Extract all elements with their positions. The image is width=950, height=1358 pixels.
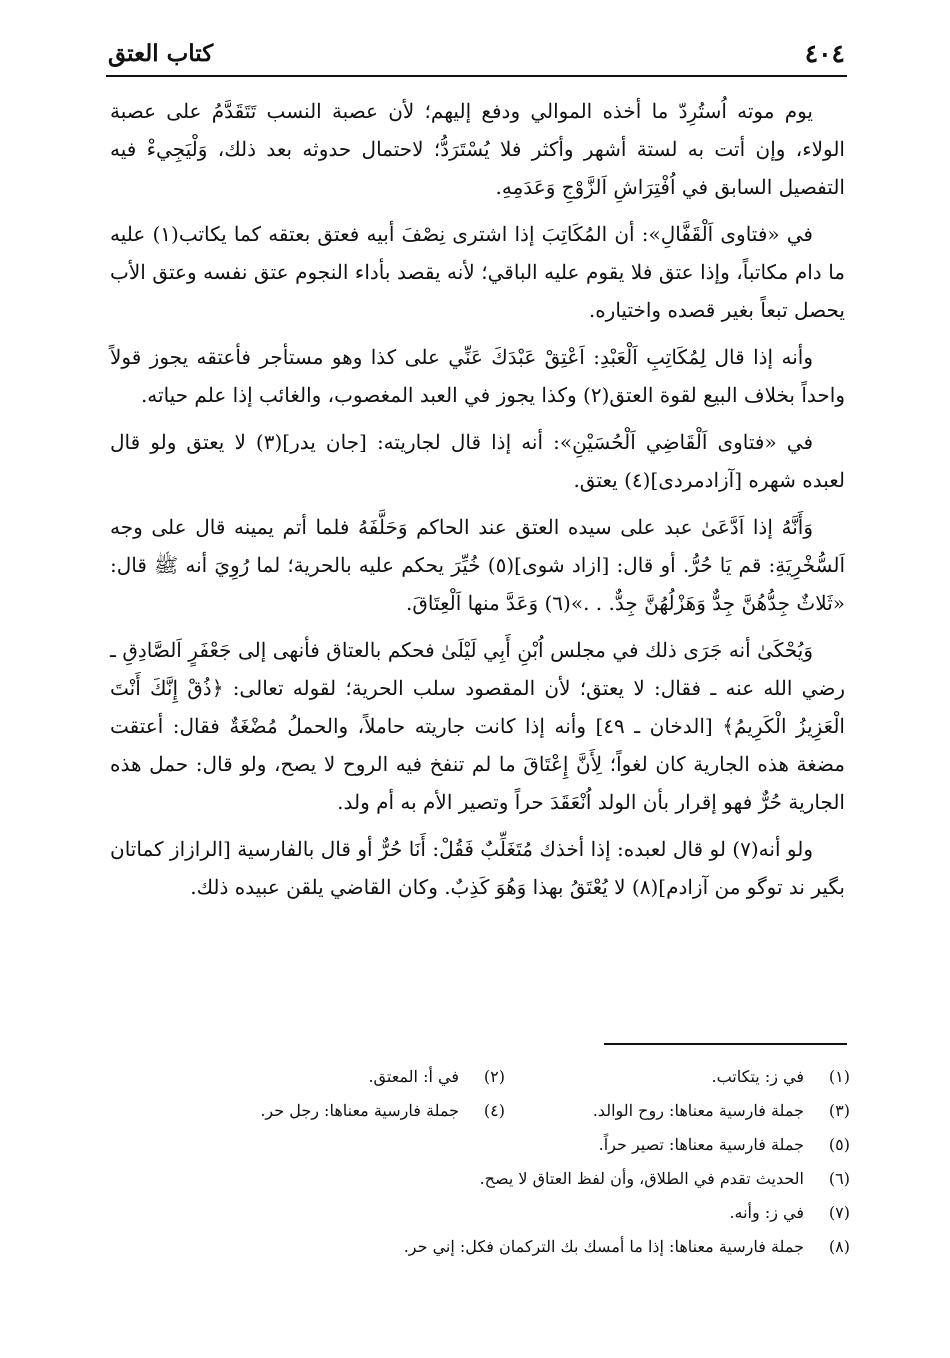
footnote-text: جملة فارسية معناها: رجل حر.	[260, 1101, 459, 1120]
footnote	[368, 1060, 505, 1094]
paragraph: وَيُحْكَىٰ أنه جَرَى ذلك في مجلس اُبْنِ أَبِي لَيْلَىٰ فحكم بالعتاق فأنهى إلى جَعْفَرٍ اَلصَّادِقِ ـ رضي الله عنه ـ فقال: لا يعتق؛ لأن المقصود سلب الحرية؛ لقوله تعالى: ﴿ذُقْ إِنَّكَ أَنْتَ الْعَزِيزُ الْكَرِيمُ﴾ [الدخان ـ ٤٩] وأنه إذا كانت جاريته حاملاً، والحملُ مُضْغَةٌ فقال: أعتقت مضغة هذه الجارية كان لغواً؛ لِأَنَّ إِعْتَاقَ ما لم تنفخ فيه الروح لا يصح، ولو قال: حمل هذه الجارية حُرٌّ فهو إقرار بأن الولد اُنْعَقَدَ حراً وتصير الأم به أم ولد.	[110, 638, 845, 814]
footnote-row	[150, 1060, 850, 1094]
footnote-row	[150, 1196, 850, 1230]
footnote-text: جملة فارسية معناها: تصير حراً.	[598, 1135, 804, 1154]
footnote-text: الحديث تقدم في الطلاق، وأن لفظ العتاق لا يصح.	[479, 1169, 804, 1188]
footnote-text: في ز: يتكاتب.	[711, 1067, 804, 1086]
footnote	[505, 1094, 850, 1128]
footnote	[729, 1196, 850, 1230]
paragraph: ولو أنه(٧) لو قال لعبده: إذا أخذك مُتَغَلِّبٌ فَقُلْ: أَنَا حُرٌّ أو قال بالفارسية [الرازاز كماتان بگير ند توگو من آزادم](٨) لا يُعْتَقُ بهذا وَهُوَ كَذِبٌ. وكان القاضي يلقن عبيده ذلك.	[110, 837, 845, 899]
footnote-text: جملة فارسية معناها: روح الوالد.	[592, 1101, 804, 1120]
footnote-number: (٤)	[483, 1101, 505, 1120]
footnote	[505, 1060, 850, 1094]
main-text	[110, 92, 845, 906]
page-number: ٤٠٤	[804, 38, 845, 68]
paragraph: وَأَنَّهُ إذا اَدَّعَىٰ عبد على سيده العتق عند الحاكم وَحَلَّفَهُ فلما أتم يمينه قال على وجه اَلسُّخْرِيَةِ: قم يَا حُرُّ. أو قال: [ازاد شوى](٥) خُيِّرَ يحكم عليه بالحرية؛ لما رُوِيَ أنه ﷺ قال: «ثَلاثٌ جِدُّهُنَّ جِدٌّ وَهَزْلُهُنَّ جِدٌّ. . .»(٦) وَعَدَّ منها اَلْعِتَاقَ.	[110, 515, 846, 615]
footnote-text: في ز: وأنه.	[729, 1203, 804, 1222]
footnote	[599, 1128, 850, 1162]
footnote-row	[150, 1230, 850, 1264]
footnote	[260, 1094, 505, 1128]
running-title: كتاب العتق	[108, 39, 214, 67]
footnotes	[150, 1060, 850, 1264]
footnote-row	[150, 1162, 850, 1196]
footnote-number: (٨)	[828, 1237, 850, 1256]
footnote-text: جملة فارسية معناها: إذا ما أمسك بك التركمان فكل: إني حر.	[403, 1237, 804, 1256]
footnote-number: (٦)	[828, 1169, 850, 1188]
paragraph: وأنه إذا قال لِمُكَاتِبِ اَلْعَبْدِ: اَعْتِقْ عَبْدَكَ عَنِّي على كذا وهو مستأجر فأعتقه يجوز قولاً واحداً بخلاف البيع لقوة العتق(٢) وكذا يجوز في العبد المغصوب، والغائب إذا علم حياته.	[110, 345, 845, 407]
footnote-text: في أ: المعتق.	[368, 1067, 459, 1086]
paragraph: في «فتاوى اَلْقَفَّالِ»: أن المُكَاتِبَ إذا اشترى نِصْفَ أبيه فعتق بعتقه كما يكاتب(١) عليه ما دام مكاتباً، وإذا عتق فلا يقوم عليه الباقي؛ لأنه يقصد بأداء النجوم عتق نفسه وعتق الأب يحصل تبعاً بغير قصده واختياره.	[110, 222, 845, 322]
footnote-number: (٧)	[828, 1203, 850, 1222]
footnote-number: (١)	[828, 1067, 850, 1086]
paragraph: في «فتاوى اَلْقَاضِي اَلْحُسَيْنِ»: أنه إذا قال لجاريته: [جان يدر](٣) لا يعتق ولو قال لعبده شهره [آزادمردى](٤) يعتق.	[110, 430, 845, 492]
footnote-number: (٢)	[483, 1067, 505, 1086]
paragraph: يوم موته اُستُرِدّ ما أخذه الموالي ودفع إليهم؛ لأن عصبة النسب تَتَقَدَّمُ على عصبة الولاء، وإن أتت به لستة أشهر وأكثر فلا يُسْتَرَدُّ؛ لاحتمال حدوثه بعد ذلك، وَلْيَجِيءْ فيه التفصيل السابق في اُفْتِرَاشِ اَلزَّوْجِ وَعَدَمِهِ.	[110, 99, 845, 199]
footnote-row	[150, 1094, 850, 1128]
page-header	[108, 34, 845, 72]
header-rule	[106, 75, 847, 77]
footnote	[404, 1230, 850, 1264]
footnote-separator	[604, 1043, 847, 1045]
footnote-number: (٣)	[828, 1101, 850, 1120]
footnote-number: (٥)	[828, 1135, 850, 1154]
footnote-row	[150, 1128, 850, 1162]
footnote	[480, 1162, 850, 1196]
